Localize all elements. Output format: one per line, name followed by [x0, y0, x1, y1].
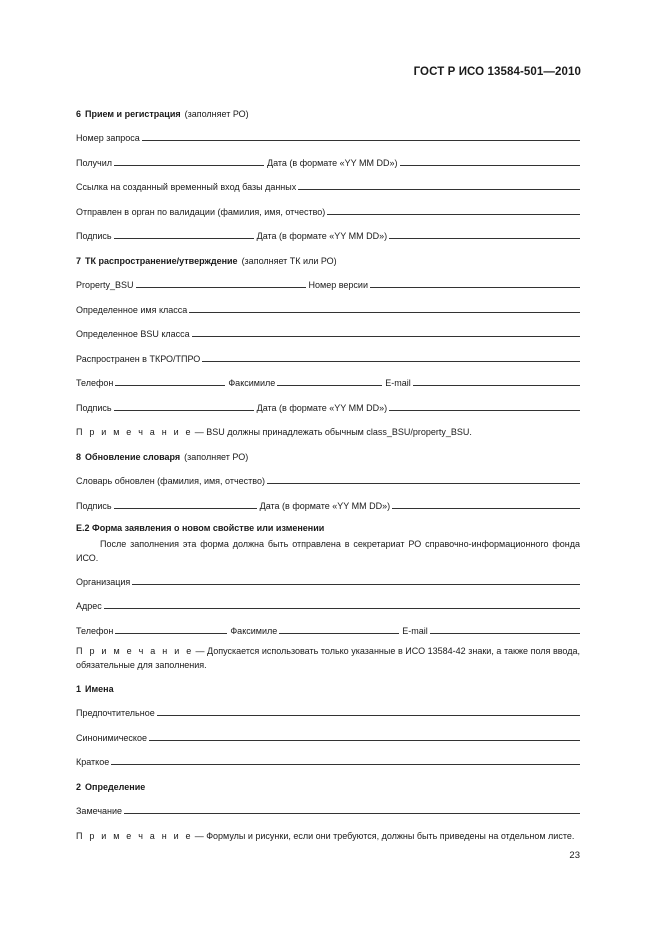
address-row: Адрес — [76, 587, 580, 612]
organization-field[interactable] — [132, 584, 580, 585]
section-8-heading: 8 Обновление словаря (заполняет РО) — [76, 451, 249, 462]
short-field[interactable] — [111, 764, 580, 765]
sec7-signature-row: Подпись Дата (в формате «YY MM DD») — [76, 388, 580, 413]
request-number-field[interactable] — [142, 140, 580, 141]
distributed-row: Распространен в ТКРО/ТПРО — [76, 339, 580, 364]
sec7-phone-field[interactable] — [115, 385, 225, 386]
page-number: 23 — [569, 850, 580, 861]
received-field[interactable] — [114, 165, 264, 166]
sec8-signature-row: Подпись Дата (в формате «YY MM DD») — [76, 486, 580, 511]
class-bsu-row: Определенное BSU класса — [76, 315, 580, 340]
definition-heading: 2 Определение — [76, 781, 146, 792]
validation-sent-row: Отправлен в орган по валидации (фамилия, имя, отчество) — [76, 192, 580, 217]
remark-field[interactable] — [124, 813, 580, 814]
document-header: ГОСТ Р ИСО 13584-501—2010 — [413, 66, 581, 78]
preferred-row: Предпочтительное — [76, 694, 580, 719]
temp-link-row: Ссылка на созданный временный вход базы данных — [76, 168, 580, 193]
property-bsu-field[interactable] — [136, 287, 306, 288]
sec7-email-field[interactable] — [413, 385, 580, 386]
sec7-fax-field[interactable] — [277, 385, 382, 386]
dictionary-updated-field[interactable] — [267, 483, 580, 484]
e2-heading: Е.2 Форма заявления о новом свойстве или изменении — [76, 522, 325, 533]
section-6-heading: 6 Прием и регистрация (заполняет РО) — [76, 108, 249, 119]
sec8-signature-field[interactable] — [114, 508, 257, 509]
e2-note: П р и м е ч а н и е — Допускается использовать только указанные в ИСО 13584-42 знаки, а также поля ввода, обязательные для заполнения. — [76, 645, 580, 670]
sec7-note: П р и м е ч а н и е — BSU должны принадлежать обычным class_BSU/property_BSU. — [76, 427, 472, 437]
class-name-field[interactable] — [189, 312, 580, 313]
dictionary-updated-row: Словарь обновлен (фамилия, имя, отчество) — [76, 462, 580, 487]
distributed-field[interactable] — [202, 361, 580, 362]
version-field[interactable] — [370, 287, 580, 288]
short-row: Краткое — [76, 743, 580, 768]
e2-fax-field[interactable] — [279, 633, 399, 634]
section-8-title: Обновление словаря — [85, 451, 181, 462]
request-number-row: Номер запроса — [76, 119, 580, 144]
section-6-title: Прием и регистрация — [85, 108, 181, 119]
class-name-row: Определенное имя класса — [76, 290, 580, 315]
section-7-heading: 7 ТК распространение/утверждение (заполняет ТК или РО) — [76, 255, 337, 266]
e2-email-field[interactable] — [430, 633, 580, 634]
received-date-field[interactable] — [400, 165, 581, 166]
sec7-contact-row: Телефон Факсимиле E-mail — [76, 364, 580, 389]
e2-intro: После заполнения эта форма должна быть отправлена в секретариат РО справочно-информационного фонда ИСО. — [76, 538, 580, 563]
remark-row: Замечание — [76, 792, 580, 817]
organization-row: Организация — [76, 565, 580, 587]
sec7-date-field[interactable] — [389, 410, 580, 411]
preferred-field[interactable] — [157, 715, 580, 716]
e2-note2: П р и м е ч а н и е — Формулы и рисунки, если они требуются, должны быть приведены на отдельном листе. — [76, 830, 575, 841]
e2-contact-row: Телефон Факсимиле E-mail — [76, 611, 580, 636]
section-7-title: ТК распространение/утверждение — [85, 255, 238, 266]
temp-link-field[interactable] — [298, 189, 580, 190]
synonym-row: Синонимическое — [76, 718, 580, 743]
names-heading: 1 Имена — [76, 683, 114, 694]
property-bsu-row: Property_BSU Номер версии — [76, 266, 580, 291]
synonym-field[interactable] — [149, 740, 580, 741]
address-field[interactable] — [104, 608, 580, 609]
class-bsu-field[interactable] — [192, 336, 580, 337]
sec6-signature-field[interactable] — [114, 238, 254, 239]
sec8-date-field[interactable] — [392, 508, 580, 509]
form-content — [76, 94, 580, 841]
validation-sent-field[interactable] — [327, 214, 580, 215]
sec6-date-field[interactable] — [389, 238, 580, 239]
sec7-signature-field[interactable] — [114, 410, 254, 411]
received-row: Получил Дата (в формате «YY MM DD») — [76, 143, 580, 168]
sec6-signature-row: Подпись Дата (в формате «YY MM DD») — [76, 217, 580, 242]
e2-phone-field[interactable] — [115, 633, 227, 634]
